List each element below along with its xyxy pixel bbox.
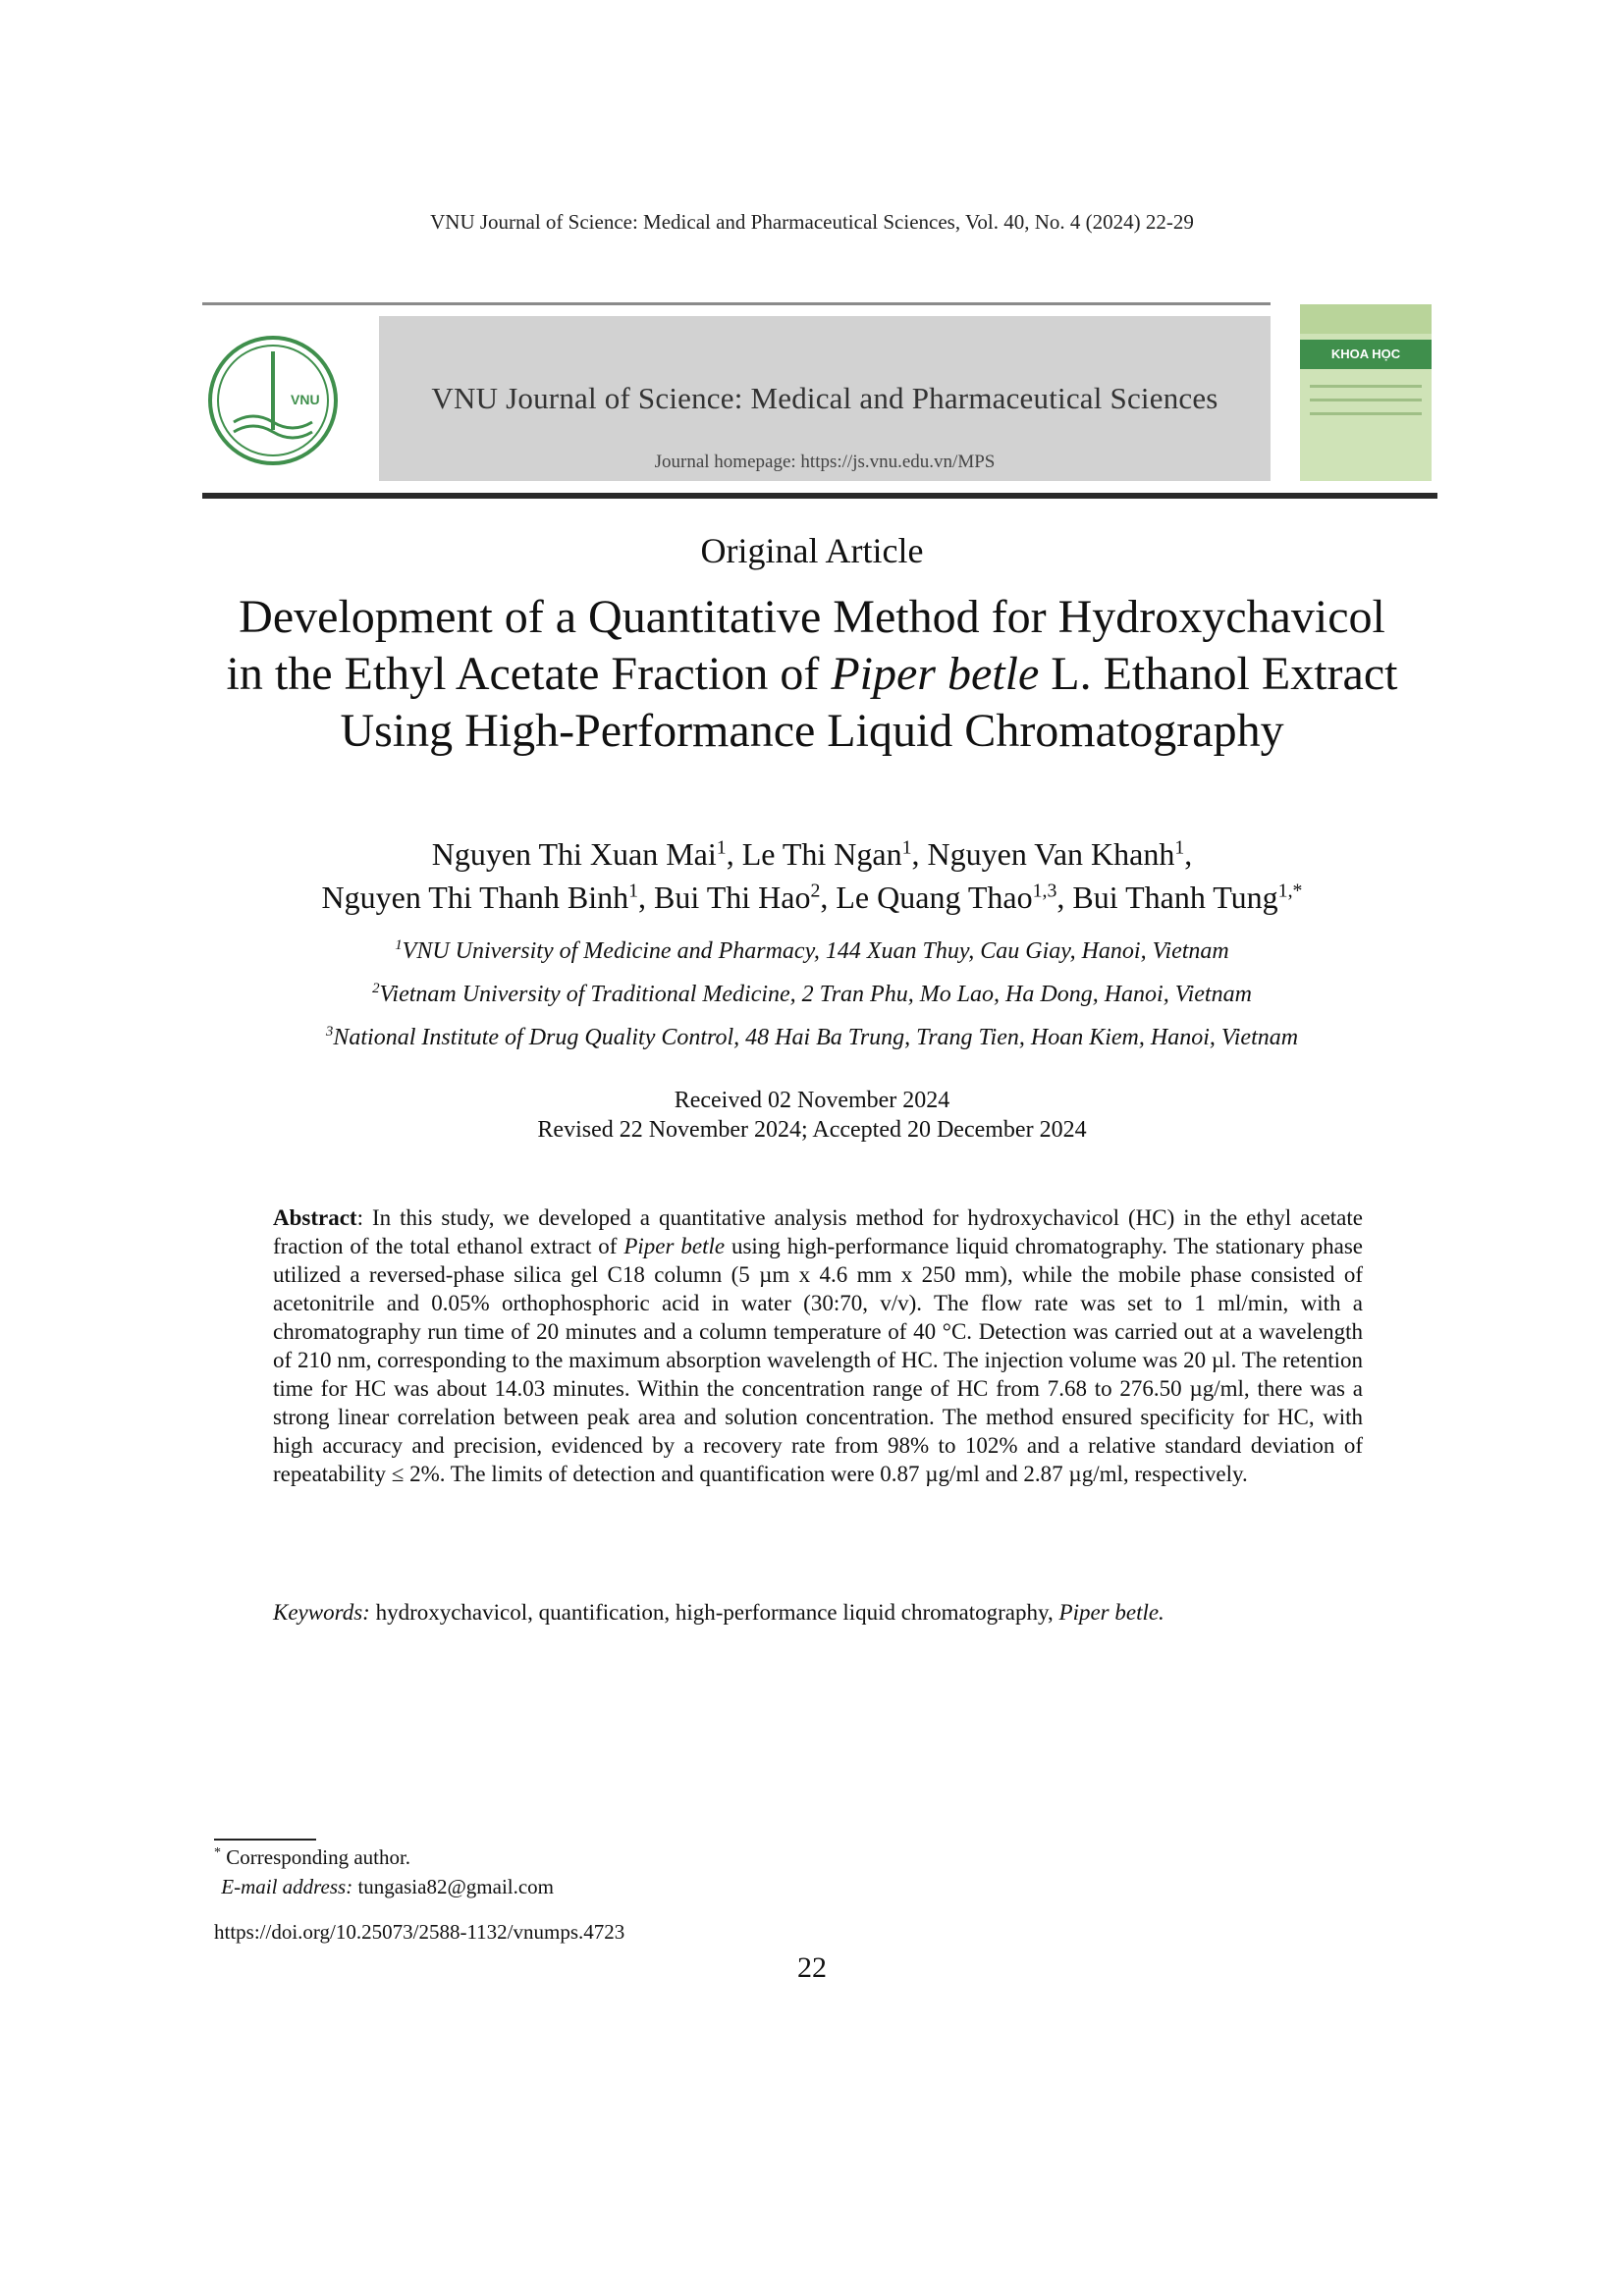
cover-title: KHOA HỌC bbox=[1300, 340, 1432, 369]
affiliation-mark: 2 bbox=[372, 981, 380, 996]
author-separator: , bbox=[638, 880, 655, 915]
email-address[interactable]: tungasia82@gmail.com bbox=[352, 1875, 555, 1898]
title-species: Piper betle bbox=[831, 648, 1040, 700]
footnote-email bbox=[216, 1875, 554, 1899]
author-separator: , bbox=[1056, 880, 1073, 915]
author-name: Nguyen Thi Thanh Binh bbox=[321, 880, 629, 915]
banner-homepage[interactable]: Journal homepage: https://js.vnu.edu.vn/MPS bbox=[654, 452, 996, 472]
banner-journal-title: VNU Journal of Science: Medical and Pharmaceutical Sciences bbox=[431, 381, 1218, 415]
footnote-corresponding bbox=[214, 1845, 410, 1870]
author-separator: , bbox=[911, 836, 928, 872]
abstract-text: : In this study, we developed a quantitative analysis method for hydroxychavicol (HC) in the ethyl acetate fraction of the total ethanol extract of bbox=[273, 1205, 1363, 1258]
title-line-3: Using High-Performance Liquid Chromatography bbox=[340, 705, 1284, 757]
article-dates bbox=[0, 1086, 1624, 1145]
affiliation-3 bbox=[0, 1025, 1624, 1051]
journal-cover-thumbnail bbox=[1300, 304, 1432, 481]
email-label: E-mail address: bbox=[221, 1875, 353, 1898]
affiliation-text: Vietnam University of Traditional Medicine, 2 Tran Phu, Mo Lao, Ha Dong, Hanoi, Vietnam bbox=[379, 982, 1252, 1007]
author-affiliation-mark: 1 bbox=[1174, 836, 1185, 859]
running-head: VNU Journal of Science: Medical and Pharmaceutical Sciences, Vol. 40, No. 4 (2024) 22-29 bbox=[430, 210, 1194, 234]
author-name: Le Quang Thao bbox=[836, 880, 1033, 915]
abstract-text: using high-performance liquid chromatography. The stationary phase utilized a reversed-phase silica gel C18 column (5 µm x 4.6 mm x 250 mm), while the mobile phase consisted of acetonitrile and 0.05% orthophosphoric acid in water (30:70, v/v). The flow rate was set to 1 ml/min, with a chromatography run time of 20 minutes and a column temperature of 40 °C. Detection was carried out at a wavelength of 210 nm, corresponding to the maximum absorption wavelength of HC. The injection volume was 20 µl. The retention time for HC was about 14.03 minutes. Within the concentration range of HC from 7.68 to 276.50 µg/ml, there was a strong linear correlation between peak area and solution concentration. The method ensured specificity for HC, with high accuracy and precision, evidenced by a recovery rate from 98% to 102% and a relative standard deviation of repeatability ≤ 2%. The limits of detection and quantification were 0.87 µg/ml and 2.87 µg/ml, respectively. bbox=[273, 1234, 1363, 1486]
author-name: Nguyen Van Khanh bbox=[927, 836, 1175, 872]
affiliation-text: VNU University of Medicine and Pharmacy, 144 Xuan Thuy, Cau Giay, Hanoi, Vietnam bbox=[402, 938, 1229, 964]
author-affiliation-mark: 2 bbox=[810, 880, 821, 902]
author-affiliation-mark: 1,* bbox=[1277, 880, 1303, 902]
affiliation-mark: 3 bbox=[325, 1024, 334, 1040]
author-affiliation-mark: 1 bbox=[716, 836, 727, 859]
title-text: L. Ethanol Extract bbox=[1039, 648, 1398, 700]
banner-panel bbox=[379, 316, 1271, 481]
footnote-rule bbox=[214, 1839, 316, 1841]
article-type: Original Article bbox=[700, 531, 924, 570]
author-name: Le Thi Ngan bbox=[741, 836, 902, 872]
footnote-text: Corresponding author. bbox=[221, 1845, 411, 1869]
page-number: 22 bbox=[797, 1951, 827, 1984]
author-separator: , bbox=[726, 836, 742, 872]
abstract-label: Abstract bbox=[273, 1205, 357, 1230]
title-text: in the Ethyl Acetate Fraction of bbox=[226, 648, 832, 700]
logo-text: VNU bbox=[291, 392, 320, 407]
author-name: Nguyen Thi Xuan Mai bbox=[431, 836, 717, 872]
article-title bbox=[0, 589, 1624, 760]
cover-line bbox=[1310, 385, 1422, 388]
cover-line bbox=[1310, 399, 1422, 401]
author-name: Bui Thi Hao bbox=[654, 880, 811, 915]
author-affiliation-mark: 1 bbox=[901, 836, 912, 859]
author-affiliation-mark: 1,3 bbox=[1032, 880, 1057, 902]
received-date: Received 02 November 2024 bbox=[674, 1088, 950, 1113]
affiliation-mark: 1 bbox=[395, 937, 403, 953]
banner-top-rule bbox=[202, 302, 1271, 305]
author-separator: , bbox=[1184, 836, 1193, 872]
cover-line bbox=[1310, 412, 1422, 415]
keywords-species: Piper betle. bbox=[1058, 1600, 1164, 1625]
affiliation-1 bbox=[0, 938, 1624, 965]
doi-link[interactable]: https://doi.org/10.25073/2588-1132/vnumps.4723 bbox=[214, 1920, 625, 1944]
vnu-logo-icon bbox=[204, 332, 342, 469]
banner-bottom-rule bbox=[202, 493, 1437, 499]
abstract-species: Piper betle bbox=[623, 1234, 726, 1258]
author-list bbox=[0, 832, 1624, 919]
author-line-1 bbox=[0, 832, 1624, 876]
affiliation-2 bbox=[0, 982, 1624, 1008]
author-separator: , bbox=[820, 880, 837, 915]
author-name: Bui Thanh Tung bbox=[1072, 880, 1278, 915]
cover-header bbox=[1300, 304, 1432, 334]
author-affiliation-mark: 1 bbox=[628, 880, 639, 902]
journal-banner bbox=[202, 296, 1437, 503]
keywords bbox=[273, 1598, 1363, 1627]
keywords-text: hydroxychavicol, quantification, high-performance liquid chromatography, bbox=[369, 1600, 1059, 1625]
footnote-star: * bbox=[214, 1845, 221, 1860]
title-line-2 bbox=[0, 646, 1624, 703]
keywords-label: Keywords: bbox=[273, 1600, 370, 1625]
affiliation-text: National Institute of Drug Quality Control, 48 Hai Ba Trung, Trang Tien, Hoan Kiem, Hanoi, Vietnam bbox=[333, 1025, 1299, 1050]
abstract bbox=[273, 1203, 1363, 1488]
revised-accepted-date: Revised 22 November 2024; Accepted 20 December 2024 bbox=[537, 1117, 1087, 1143]
title-line-1: Development of a Quantitative Method for Hydroxychavicol bbox=[239, 591, 1385, 643]
author-line-2 bbox=[0, 876, 1624, 919]
